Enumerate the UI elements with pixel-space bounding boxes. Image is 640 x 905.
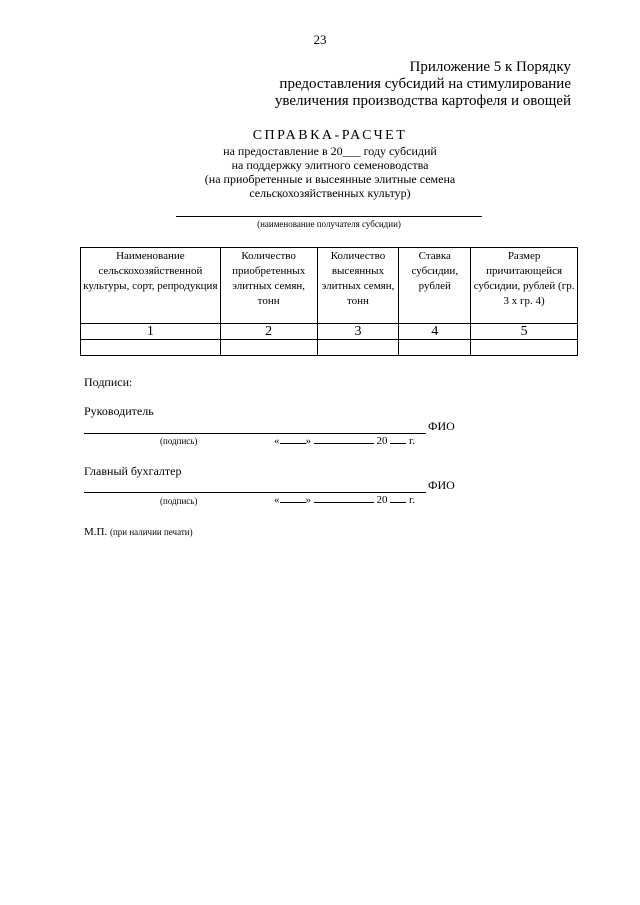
year-prefix: 20 bbox=[376, 494, 388, 506]
column-number: 2 bbox=[220, 324, 317, 340]
table-number-row bbox=[81, 324, 578, 340]
director-fio: ФИО bbox=[428, 419, 455, 433]
date-open-quote: « bbox=[274, 435, 280, 447]
table-cell[interactable] bbox=[471, 340, 578, 356]
date-close-quote: » bbox=[305, 494, 311, 506]
date-close-quote: » bbox=[305, 435, 311, 447]
stamp-note: (при наличии печати) bbox=[109, 527, 193, 537]
table-cell[interactable] bbox=[81, 340, 221, 356]
header-subsidy-amount: Размер причитающейся субсидии, рублей (гр. 3 х гр. 4) bbox=[471, 248, 578, 324]
recipient-name-line bbox=[176, 216, 482, 217]
calculation-table bbox=[80, 247, 578, 356]
appendix-header bbox=[275, 59, 571, 110]
table-header-row bbox=[81, 248, 578, 324]
year-prefix: 20 bbox=[376, 435, 388, 447]
header-subsidy-rate: Ставка субсидии, рублей bbox=[399, 248, 471, 324]
subtitle-line-1: на предоставление в 20___ году субсидий bbox=[223, 144, 437, 158]
accountant-fio: ФИО bbox=[428, 478, 455, 492]
column-number: 5 bbox=[471, 324, 578, 340]
subtitle-line-2: на поддержку элитного семеноводства bbox=[231, 158, 429, 172]
table-cell[interactable] bbox=[317, 340, 399, 356]
accountant-date bbox=[274, 494, 415, 506]
document-title: СПРАВКА-РАСЧЕТ bbox=[252, 128, 408, 143]
director-date bbox=[274, 435, 415, 447]
director-signature-line[interactable] bbox=[84, 433, 426, 434]
table-cell[interactable] bbox=[220, 340, 317, 356]
year-field[interactable] bbox=[390, 494, 406, 503]
document-title-block bbox=[140, 128, 520, 200]
header-crop-name: Наименование сельскохозяйственной культуры, сорт, репродукция bbox=[81, 248, 221, 324]
year-suffix: г. bbox=[409, 435, 416, 447]
header-sown-seeds: Количество высеянных элитных семян, тонн bbox=[317, 248, 399, 324]
appendix-line-2: предоставления субсидий на стимулирование bbox=[279, 76, 571, 92]
header-purchased-seeds: Количество приобретенных элитных семян, тонн bbox=[220, 248, 317, 324]
director-label: Руководитель bbox=[84, 404, 154, 418]
day-field[interactable] bbox=[280, 494, 306, 503]
recipient-caption: (наименование получателя субсидии) bbox=[257, 219, 401, 229]
column-number: 4 bbox=[399, 324, 471, 340]
table-cell[interactable] bbox=[399, 340, 471, 356]
column-number: 3 bbox=[317, 324, 399, 340]
year-suffix: г. bbox=[409, 494, 416, 506]
signatures-label: Подписи: bbox=[84, 375, 133, 389]
table-row bbox=[81, 340, 578, 356]
subtitle-line-4: сельскохозяйственных культур) bbox=[249, 186, 411, 200]
director-signature-caption: (подпись) bbox=[160, 436, 198, 446]
day-field[interactable] bbox=[280, 435, 306, 444]
stamp-label: М.П. bbox=[84, 526, 108, 538]
year-field[interactable] bbox=[390, 435, 406, 444]
stamp-line bbox=[84, 526, 193, 538]
accountant-label: Главный бухгалтер bbox=[84, 464, 182, 478]
page-number: 23 bbox=[313, 32, 327, 47]
subtitle-line-3: (на приобретенные и высеянные элитные семена bbox=[204, 172, 456, 186]
appendix-line-3: увеличения производства картофеля и овощей bbox=[274, 93, 571, 109]
month-field[interactable] bbox=[314, 435, 374, 444]
accountant-signature-caption: (подпись) bbox=[160, 496, 198, 506]
appendix-line-1: Приложение 5 к Порядку bbox=[409, 59, 571, 75]
accountant-signature-line[interactable] bbox=[84, 492, 426, 493]
column-number: 1 bbox=[81, 324, 221, 340]
date-open-quote: « bbox=[274, 494, 280, 506]
month-field[interactable] bbox=[314, 494, 374, 503]
